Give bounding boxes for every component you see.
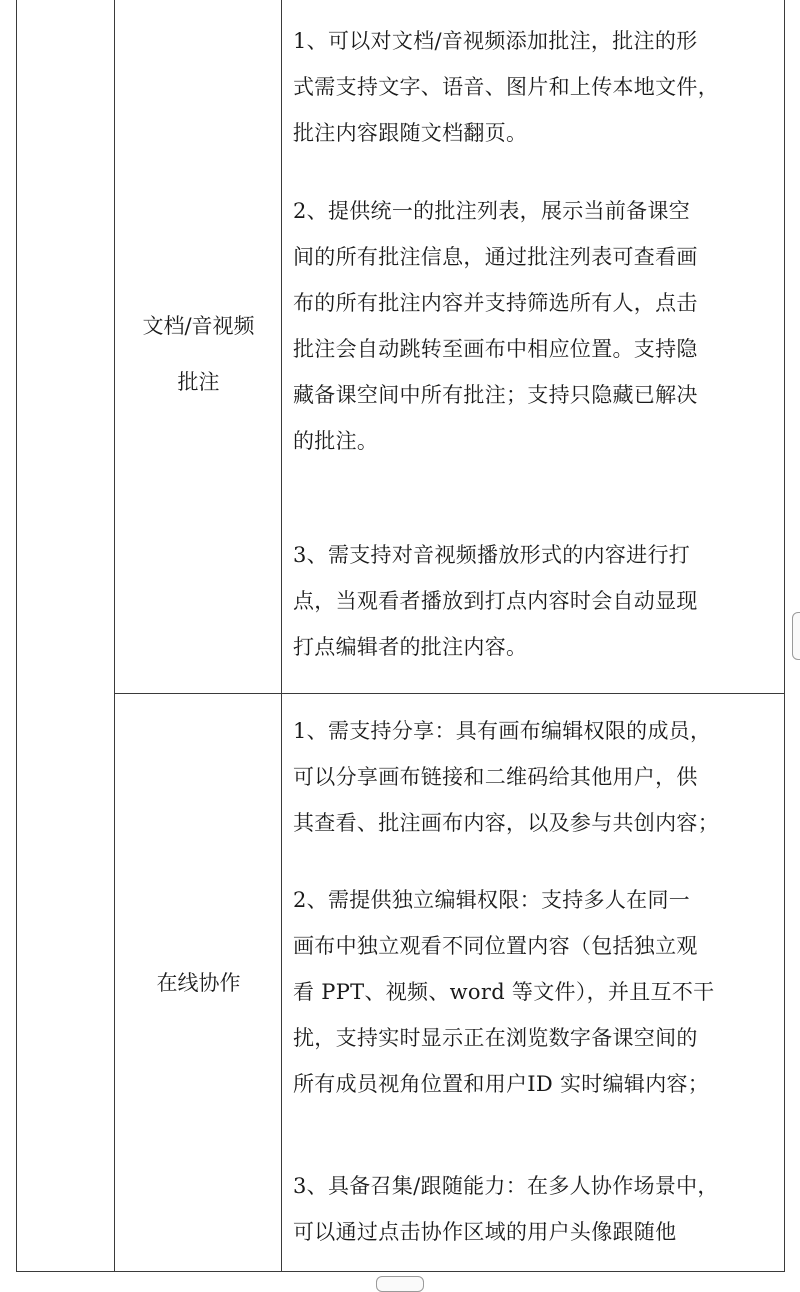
feature-label-line: 在线协作 bbox=[156, 971, 241, 995]
feature-cell bbox=[116, 955, 281, 1011]
text-line: 的批注。 bbox=[293, 429, 379, 453]
text-line: 式需支持文字、语音、图片和上传本地文件， bbox=[293, 75, 719, 99]
row-divider bbox=[114, 693, 785, 694]
text-line: 看 PPT、视频、word 等文件），并且互不干 bbox=[293, 980, 715, 1004]
text-line: 3、具备召集/跟随能力：在多人协作场景中， bbox=[293, 1174, 719, 1198]
text-line: 点，当观看者播放到打点内容时会自动显现 bbox=[293, 589, 698, 613]
table-border-col2 bbox=[281, 0, 282, 1272]
side-scroll-handle[interactable] bbox=[792, 612, 800, 660]
text-line: 间的所有批注信息，通过批注列表可查看画 bbox=[293, 245, 698, 269]
text-line: 批注内容跟随文档翻页。 bbox=[293, 121, 528, 145]
table-border-col1 bbox=[114, 0, 115, 1272]
text-line: 批注会自动跳转至画布中相应位置。支持隐 bbox=[293, 337, 698, 361]
text-line: 3、需支持对音视频播放形式的内容进行打 bbox=[293, 543, 691, 567]
description-paragraph bbox=[293, 877, 779, 1107]
text-line: 可以通过点击协作区域的用户头像跟随他 bbox=[293, 1220, 677, 1244]
text-line: 画布中独立观看不同位置内容（包括独立观 bbox=[293, 934, 698, 958]
text-line: 布的所有批注内容并支持筛选所有人，点击 bbox=[293, 291, 698, 315]
description-paragraph bbox=[293, 708, 779, 846]
text-line: 所有成员视角位置和用户ID 实时编辑内容； bbox=[293, 1072, 710, 1096]
feature-label-line: 文档/音视频 bbox=[142, 314, 255, 338]
description-paragraph bbox=[293, 18, 779, 156]
text-line: 2、提供统一的批注列表，展示当前备课空 bbox=[293, 199, 691, 223]
table-border-bottom bbox=[16, 1271, 785, 1272]
text-line: 其查看、批注画布内容，以及参与共创内容； bbox=[293, 811, 719, 835]
text-line: 藏备课空间中所有批注；支持只隐藏已解决 bbox=[293, 383, 698, 407]
page-break-handle[interactable] bbox=[376, 1276, 424, 1292]
text-line: 打点编辑者的批注内容。 bbox=[293, 635, 528, 659]
text-line: 1、可以对文档/音视频添加批注，批注的形 bbox=[293, 29, 698, 53]
text-line: 可以分享画布链接和二维码给其他用户，供 bbox=[293, 765, 698, 789]
feature-cell bbox=[116, 298, 281, 410]
table-border-right bbox=[784, 0, 785, 1272]
text-line: 2、需提供独立编辑权限：支持多人在同一 bbox=[293, 888, 691, 912]
text-line: 扰，支持实时显示正在浏览数字备课空间的 bbox=[293, 1026, 698, 1050]
text-line: 1、需支持分享：具有画布编辑权限的成员， bbox=[293, 719, 712, 743]
table-border-left bbox=[16, 0, 17, 1272]
feature-label-line: 批注 bbox=[177, 370, 220, 394]
description-paragraph bbox=[293, 1163, 779, 1255]
description-paragraph bbox=[293, 532, 779, 670]
description-paragraph bbox=[293, 188, 779, 464]
